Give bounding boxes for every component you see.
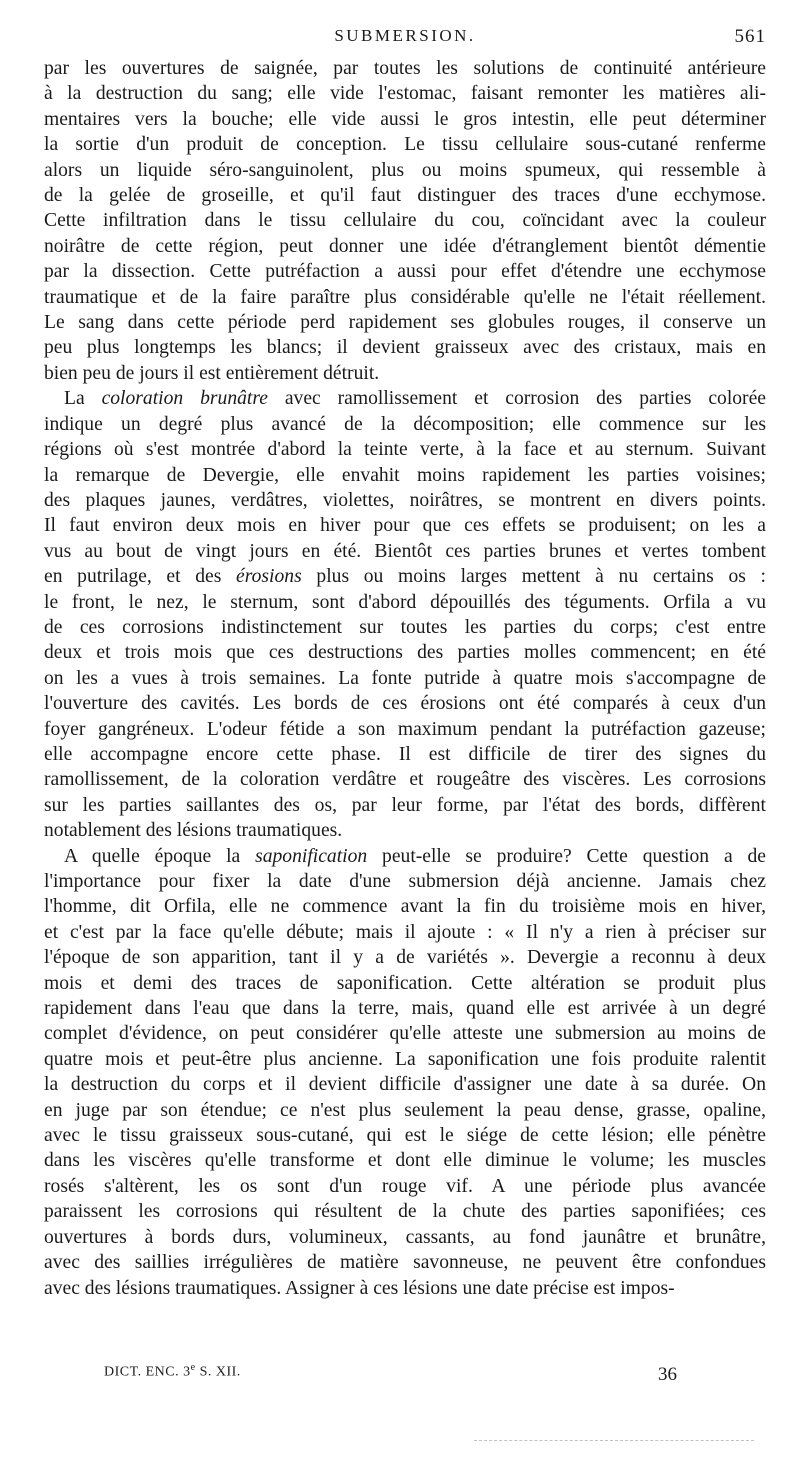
text-line: paraissent les corrosions qui résultent de la chute des parties saponifiées; ces [44, 1201, 766, 1223]
text-line: le front, le nez, le sternum, sont d'abord dépouillés des téguments. Orfila a vu [44, 591, 766, 613]
text-line: par les ouvertures de saignée, par toutes les solutions de continuité antérieure [44, 58, 766, 79]
text-line: indique un degré plus avancé de la décomposition; elle commence sur les [44, 413, 766, 435]
italic-term: érosions [236, 566, 302, 588]
text-line: régions où s'est montrée d'abord la teinte verte, à la face et au sternum. Suivant [44, 439, 766, 461]
text-line: l'homme, dit Orfila, elle ne commence avant la fin du troisième mois en hiver, [44, 896, 766, 918]
body-text [44, 56, 766, 1301]
text-line: traumatique et de la faire paraître plus considérable qu'elle ne l'était réellement. [44, 286, 766, 308]
text-line: en juge par son étendue; ce n'est plus seulement la peau dense, grasse, opaline, [44, 1099, 766, 1121]
running-title: SUBMERSION. [334, 26, 476, 45]
italic-term: saponification [255, 845, 368, 867]
text-line: Il faut environ deux mois en hiver pour que ces effets se produisent; on les a [44, 515, 766, 537]
page-header [44, 26, 766, 50]
text-line: noirâtre de cette région, peut donner une idée d'étranglement bientôt démentie [44, 235, 766, 257]
text-line: la remarque de Devergie, elle envahit moins rapidement les parties voisines; [44, 464, 766, 486]
text-line: de la gelée de groseille, et qu'il faut distinguer des traces d'une ecchymose. [44, 185, 766, 207]
text-line: avec des saillies irrégulières de matière savonneuse, ne peuvent être confondues [44, 1252, 766, 1274]
text-line: la sortie d'un produit de conception. Le tissu cellulaire sous-cutané renferme [44, 134, 766, 156]
text-line: avec le tissu graisseux sous-cutané, qui est le siége de cette lésion; elle pénètre [44, 1125, 766, 1147]
text-line: et c'est par la face qu'elle débute; mais il ajoute : « Il n'y a rien à préciser sur [44, 921, 766, 943]
text-line: rapidement dans l'eau que dans la terre, mais, quand elle est arrivée à un degré [44, 998, 766, 1020]
printer-signature: DICT. ENC. 3e S. XII. [104, 1362, 241, 1380]
text-line: elle accompagne encore cette phase. Il est difficile de tirer des signes du [44, 743, 766, 765]
page-number: 561 [734, 26, 766, 47]
text-line: A quelle époque la saponification peut-elle se produire? Cette question a de [64, 845, 766, 867]
text-line: on les a vues à trois semaines. La fonte putride à quatre mois s'accompagne de [44, 667, 766, 689]
text-line: complet d'évidence, on peut considérer qu'elle atteste une submersion au moins de [44, 1023, 766, 1045]
text-line: La coloration brunâtre avec ramollissement et corrosion des parties colorée [64, 388, 766, 410]
sheet-number: 36 [658, 1364, 677, 1385]
text-line: foyer gangréneux. L'odeur fétide a son maximum pendant la putréfaction gazeuse; [44, 718, 766, 740]
text-line: ramollissement, de la coloration verdâtre et rougeâtre des viscères. Les corrosions [44, 769, 766, 791]
bottom-rule [474, 1440, 754, 1441]
text-line: vus au bout de vingt jours en été. Bientôt ces parties brunes et vertes tombent [44, 540, 766, 562]
text-line: en putrilage, et des érosions plus ou moins larges mettent à nu certains os : [44, 566, 766, 588]
text-line: quatre mois et peut-être plus ancienne. La saponification une fois produite ralentit [44, 1048, 766, 1070]
text-line: bien peu de jours il est entièrement détruit. [44, 362, 380, 384]
text-line: deux et trois mois que ces destructions des parties molles commencent; en été [44, 642, 766, 664]
text-line: l'importance pour fixer la date d'une submersion déjà ancienne. Jamais chez [44, 871, 766, 892]
text-line: à la destruction du sang; elle vide l'estomac, faisant remonter les matières ali- [44, 83, 766, 105]
text-line: l'époque de son apparition, tant il y a de variétés ». Devergie a reconnu à deux [44, 947, 766, 969]
text-line: l'ouverture des cavités. Les bords de ces érosions ont été comparés à ceux d'un [44, 693, 766, 715]
text-line: notablement des lésions traumatiques. [44, 820, 343, 842]
text-line: sur les parties saillantes des os, par leur forme, par l'état des bords, diffèrent [44, 794, 766, 816]
text-line: par la dissection. Cette putréfaction a aussi pour effet d'étendre une ecchymose [44, 261, 766, 283]
text-line: mois et demi des traces de saponification. Cette altération se produit plus [44, 972, 766, 994]
text-line: des plaques jaunes, verdâtres, violettes, noirâtres, se montrent en divers points. [44, 489, 766, 511]
text-line: avec des lésions traumatiques. Assigner à ces lésions une date précise est impos- [44, 1277, 675, 1299]
page-footer [104, 1362, 684, 1388]
text-line: mentaires vers la bouche; elle vide aussi le gros intestin, elle peut déterminer [44, 108, 766, 130]
text-line: dans les viscères qu'elle transforme et dont elle diminue le volume; les muscles [44, 1150, 766, 1172]
text-line: Le sang dans cette période perd rapidement ses globules rouges, il conserve un [44, 312, 766, 334]
text-line: la destruction du corps et il devient difficile d'assigner une date à sa durée. On [44, 1074, 766, 1096]
text-line: peu plus longtemps les blancs; il devient graisseux avec des cristaux, mais en [44, 337, 766, 359]
text-line: ouvertures à bords durs, volumineux, cassants, au fond jaunâtre et brunâtre, [44, 1226, 766, 1248]
text-line: de ces corrosions indistinctement sur toutes les parties du corps; c'est entre [44, 616, 766, 638]
text-line: Cette infiltration dans le tissu cellulaire du cou, coïncidant avec la couleur [44, 210, 766, 232]
text-line: alors un liquide séro-sanguinolent, plus ou moins spumeux, qui ressemble à [44, 159, 766, 181]
italic-term: coloration brunâtre [101, 388, 268, 410]
text-line: rosés s'altèrent, les os sont d'un rouge vif. A une période plus avancée [44, 1175, 766, 1197]
